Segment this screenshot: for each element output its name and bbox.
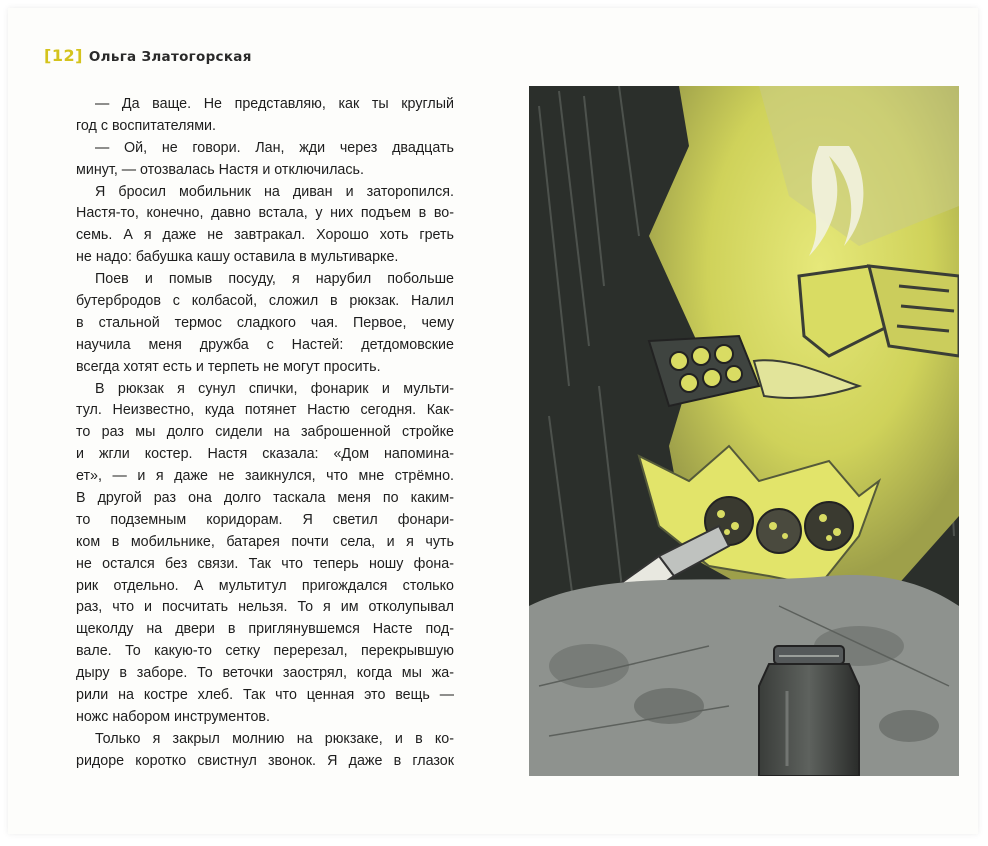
text-line: Я бросил мобильник на диван и заторопился. [95, 183, 454, 200]
text-line: то раз мы долго сидели на заброшенной стройке [76, 424, 454, 441]
text-line: В рюкзак я сунул спички, фонарик и мульти- [95, 380, 454, 397]
text-line: минут, — отозвалась Настя и отключилась. [76, 161, 364, 178]
text-line: рик отдельно. А мультитул пригождался столько [76, 577, 454, 594]
body-text [76, 94, 454, 773]
text-line: семь. А я даже не завтракал. Хорошо хоть греть [76, 227, 454, 244]
text-line: — Да ваще. Не представляю, как ты круглый [95, 96, 454, 112]
book-page [8, 8, 978, 834]
illustration [529, 86, 959, 776]
text-line: тул. Неизвестно, куда потянет Настю сегодня. Как- [76, 402, 454, 419]
text-line: не остался без связи. Так что теперь ношу фона- [76, 555, 454, 572]
text-line: ет», — и я даже не заикнулся, что мне стрёмно. [76, 468, 454, 485]
text-line: Только я закрыл молнию на рюкзаке, и в ко- [95, 730, 454, 747]
text-line: год с воспитателями. [76, 117, 216, 134]
text-line: ридоре коротко свистнул звонок. Я даже в глазок [76, 752, 454, 769]
text-line: дыру в заборе. То веточки заострял, когда мы жа- [76, 665, 454, 682]
text-line: Настя-то, конечно, давно встала, у них подъем в во- [76, 205, 454, 222]
text-line: бутербродов с колбасой, сложил в рюкзак. Налил [76, 293, 454, 310]
text-line: и жгли костер. Настя сказала: «Дом напомина- [76, 446, 454, 463]
text-line: ком в мобильнике, батарея почти села, и я чуть [76, 533, 454, 550]
text-line: рили на костре хлеб. Так что ценная это вещь — [76, 687, 454, 704]
text-line: раз, что и посчитать нельзя. То я им отколупывал [76, 599, 454, 616]
text-line: всегда хотят есть и терпеть не могут просить. [76, 358, 381, 375]
text-line: не надо: бабушка кашу оставила в мультиварке. [76, 249, 399, 266]
text-line: ножс набором инструментов. [76, 708, 270, 725]
author-name: Ольга Златогорская [88, 49, 252, 65]
page-number: [12] [44, 46, 83, 65]
text-line: научила меня дружба с Настей: детдомовские [76, 336, 454, 353]
text-line: вале. То какую-то сетку перерезал, перекрывшую [76, 643, 454, 660]
jar [759, 646, 859, 776]
running-head [44, 46, 252, 65]
text-line: то подземным коридорам. Я светил фонари- [76, 511, 454, 528]
text-line: в стальной термос сладкого чая. Первое, чему [76, 314, 454, 331]
text-line: Поев и помыв посуду, я нарубил побольше [95, 271, 454, 288]
text-line: В другой раз она долго таскала меня по каким- [76, 490, 454, 507]
text-line: щеколду на двери в приглянувшемся Насте под- [76, 621, 454, 638]
text-line: — Ой, не говори. Лан, жди через двадцать [95, 139, 454, 156]
